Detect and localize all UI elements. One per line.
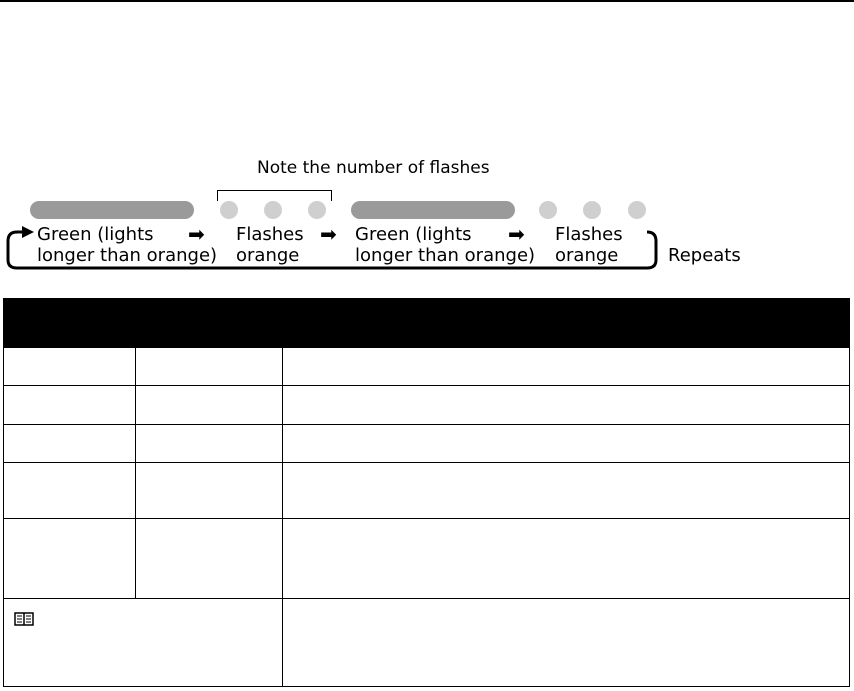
table-cell xyxy=(136,386,283,425)
table-cell xyxy=(136,519,283,599)
table-cell xyxy=(4,519,136,599)
note-label: Note the number of flashes xyxy=(257,158,490,178)
table-row xyxy=(4,425,850,463)
header-cell xyxy=(4,299,136,348)
green-label-line2: longer than orange) xyxy=(37,245,218,266)
header-cell xyxy=(283,299,850,348)
orange-flash-dot xyxy=(583,201,601,219)
flash-pattern-diagram xyxy=(0,0,854,290)
green-bar xyxy=(30,201,194,219)
table-row xyxy=(4,463,850,519)
right-arrow-icon: ➡ xyxy=(188,222,205,246)
table-cell xyxy=(283,348,850,386)
table-cell xyxy=(283,386,850,425)
orange-flash-dot xyxy=(628,201,646,219)
green-label-line2: longer than orange) xyxy=(355,245,536,266)
note-cell xyxy=(4,599,283,687)
table-cell xyxy=(4,425,136,463)
table-row xyxy=(4,519,850,599)
orange-flash-dot xyxy=(264,201,282,219)
flash-label-line2: orange xyxy=(555,245,619,266)
repeats-label: Repeats xyxy=(668,245,741,266)
table-cell xyxy=(136,425,283,463)
table-cell xyxy=(136,463,283,519)
right-arrow-icon: ➡ xyxy=(508,222,525,246)
green-bar xyxy=(351,201,515,219)
table-cell xyxy=(283,463,850,519)
error-code-table xyxy=(3,298,850,687)
flash-label: Flashes xyxy=(236,224,304,245)
table-row xyxy=(4,348,850,386)
note-text-cell xyxy=(283,599,850,687)
green-label: Green (lights xyxy=(37,224,154,245)
table-cell xyxy=(4,386,136,425)
table-cell xyxy=(4,348,136,386)
table-row xyxy=(4,386,850,425)
table-header xyxy=(4,299,850,348)
table-cell xyxy=(136,348,283,386)
flash-bracket xyxy=(217,190,332,201)
table-cell xyxy=(283,425,850,463)
flash-label: Flashes xyxy=(555,224,623,245)
orange-flash-dot xyxy=(220,201,238,219)
note-row xyxy=(4,599,850,687)
green-label: Green (lights xyxy=(355,224,472,245)
orange-flash-dot xyxy=(539,201,557,219)
orange-flash-dot xyxy=(308,201,326,219)
table-cell xyxy=(283,519,850,599)
table-cell xyxy=(4,463,136,519)
book-icon xyxy=(14,612,34,626)
flash-label-line2: orange xyxy=(236,245,300,266)
right-arrow-icon: ➡ xyxy=(320,222,337,246)
header-cell xyxy=(136,299,283,348)
